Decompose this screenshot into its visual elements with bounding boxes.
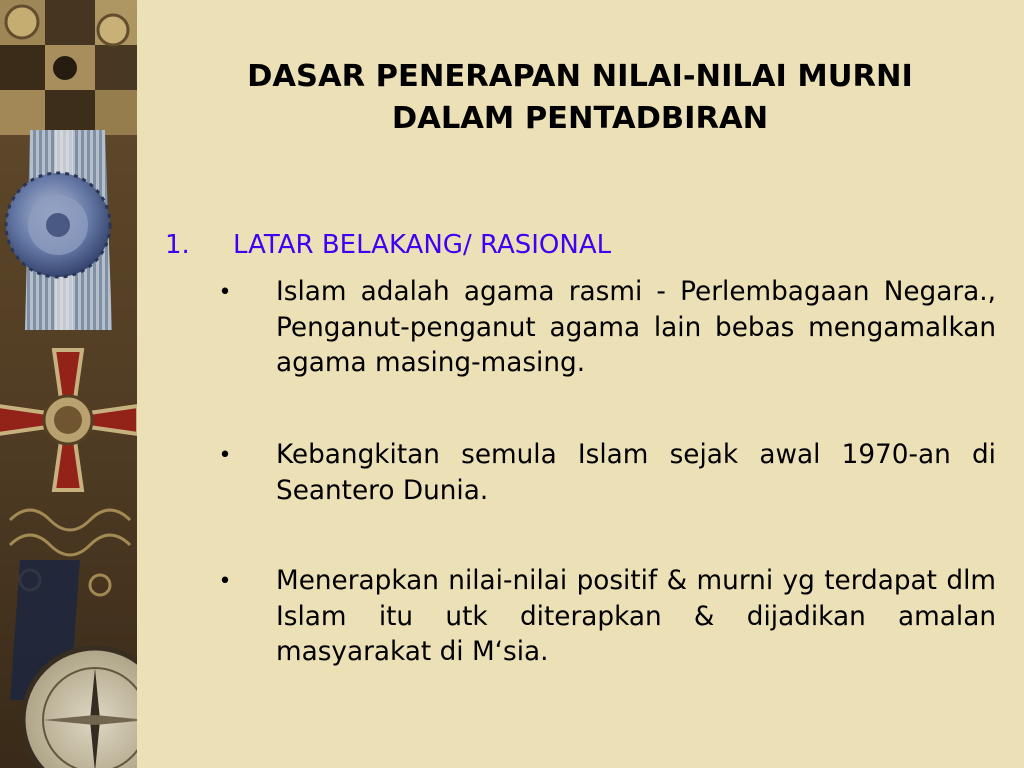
bullet-marker: • [218,443,232,468]
bullet-text: Kebangkitan semula Islam sejak awal 1970-an di Seantero Dunia. [276,440,996,506]
section-number: 1. [165,230,190,260]
bullet-item [210,275,996,382]
bullet-item [210,564,996,671]
title-line-2: DALAM PENTADBIRAN [391,101,769,136]
bullet-marker: • [218,569,232,594]
title-line-1: DASAR PENERAPAN NILAI-NILAI MURNI [247,59,913,94]
slide-title [160,56,1000,140]
section-heading-text: LATAR BELAKANG/ RASIONAL [233,230,612,260]
bullet-marker: • [218,280,232,305]
section-heading [165,227,865,263]
bullet-text: Islam adalah agama rasmi - Perlembagaan Negara., Penganut-penganut agama lain bebas mengamalkan agama masing-masing. [276,277,996,378]
medals-compass-decorative-image [0,0,137,768]
bullet-text: Menerapkan nilai-nilai positif & murni yg terdapat dlm Islam itu utk diterapkan & dijadikan amalan masyarakat di M‘sia. [276,566,996,667]
bullet-item [210,438,996,509]
